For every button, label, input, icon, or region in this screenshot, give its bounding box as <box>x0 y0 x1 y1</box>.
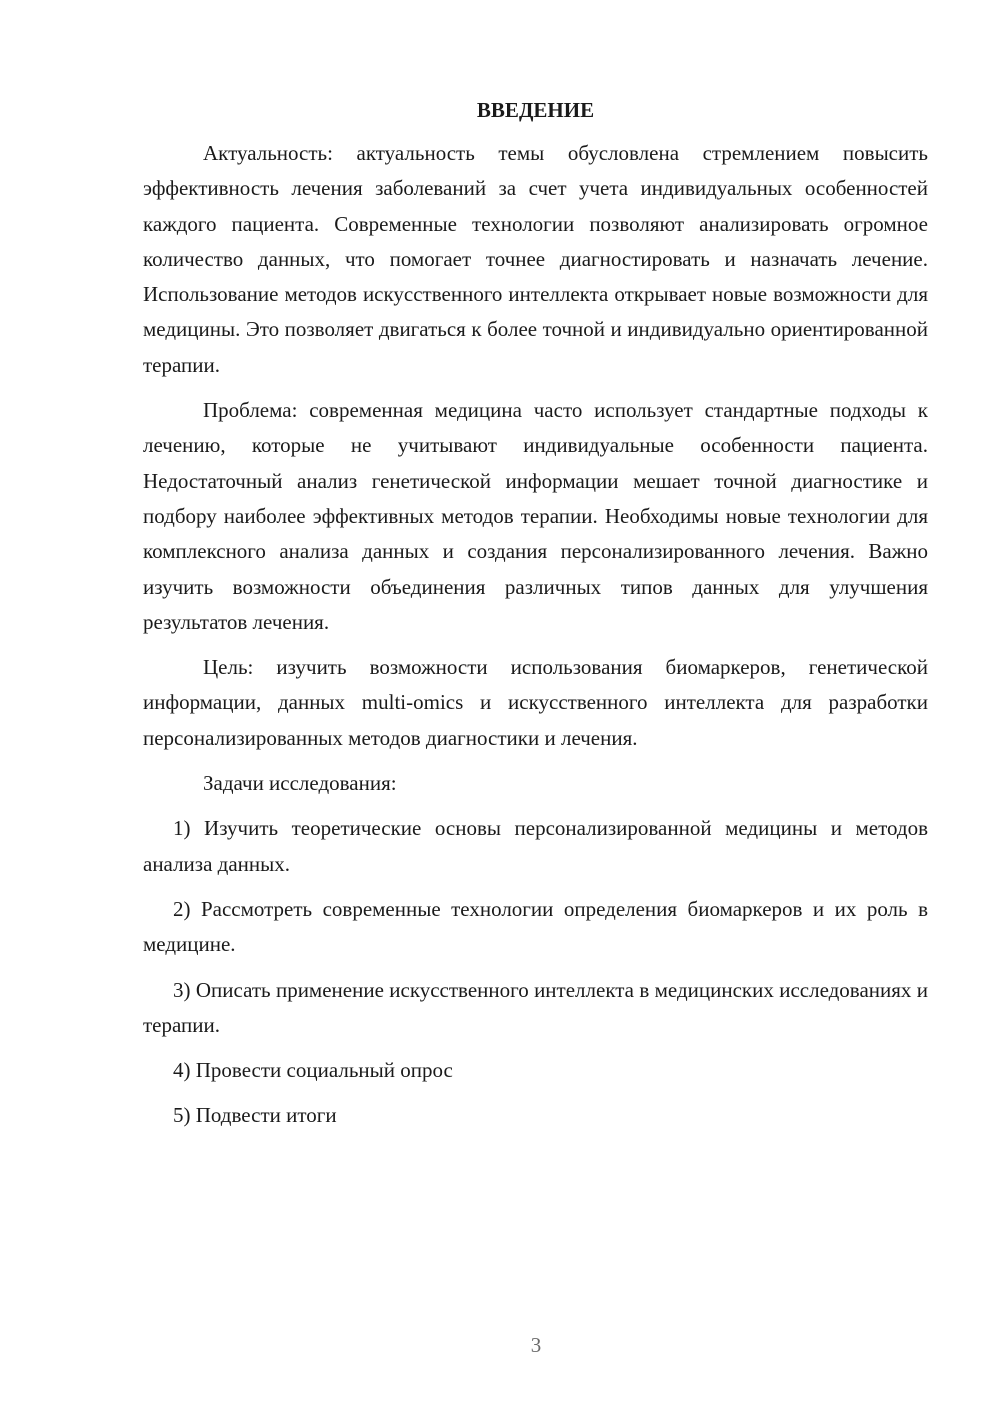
task-item: 1) Изучить теоретические основы персонализированной медицины и методов анализа данных. <box>143 816 928 876</box>
section-title: ВВЕДЕНИЕ <box>476 98 595 122</box>
paragraph-goal: Цель: изучить возможности использования биомаркеров, генетической информации, данных multi-omics и искусственного интеллекта для разработки персонализированных методов диагностики и лечения. <box>143 655 928 750</box>
paragraph-relevance: Актуальность: актуальность темы обусловлена стремлением повысить эффективность лечения заболеваний за счет учета индивидуальных особенностей каждого пациента. Современные технологии позволяют анализировать огромное количество данных, что помогает точнее диагностировать и назначать лечение. Использование методов искусственного интеллекта открывает новые возможности для медицины. Это позволяет двигаться к более точной и индивидуально ориентированной терапии. <box>143 141 928 377</box>
task-item: 2) Рассмотреть современные технологии определения биомаркеров и их роль в медицине. <box>143 896 928 957</box>
paragraph-problem: Проблема: современная медицина часто использует стандартные подходы к лечению, которые не учитывают индивидуальные особенности пациента. Недостаточный анализ генетической информации мешает точной диагностике и подбору наиболее эффективных методов терапии. Необходимы новые технологии для комплексного анализа данных и создания персонализированного лечения. Важно изучить возможности объединения различных типов данных для улучшения результатов лечения. <box>143 398 928 634</box>
document-page <box>143 96 928 1144</box>
task-item: 5) Подвести итоги <box>173 1103 337 1128</box>
task-item: 4) Провести социальный опрос <box>173 1058 453 1083</box>
tasks-heading: Задачи исследования: <box>203 771 397 796</box>
task-item: 3) Описать применение искусственного интеллекта в медицинских исследованиях и терапии. <box>143 977 928 1037</box>
page-number: 3 <box>530 1333 542 1357</box>
